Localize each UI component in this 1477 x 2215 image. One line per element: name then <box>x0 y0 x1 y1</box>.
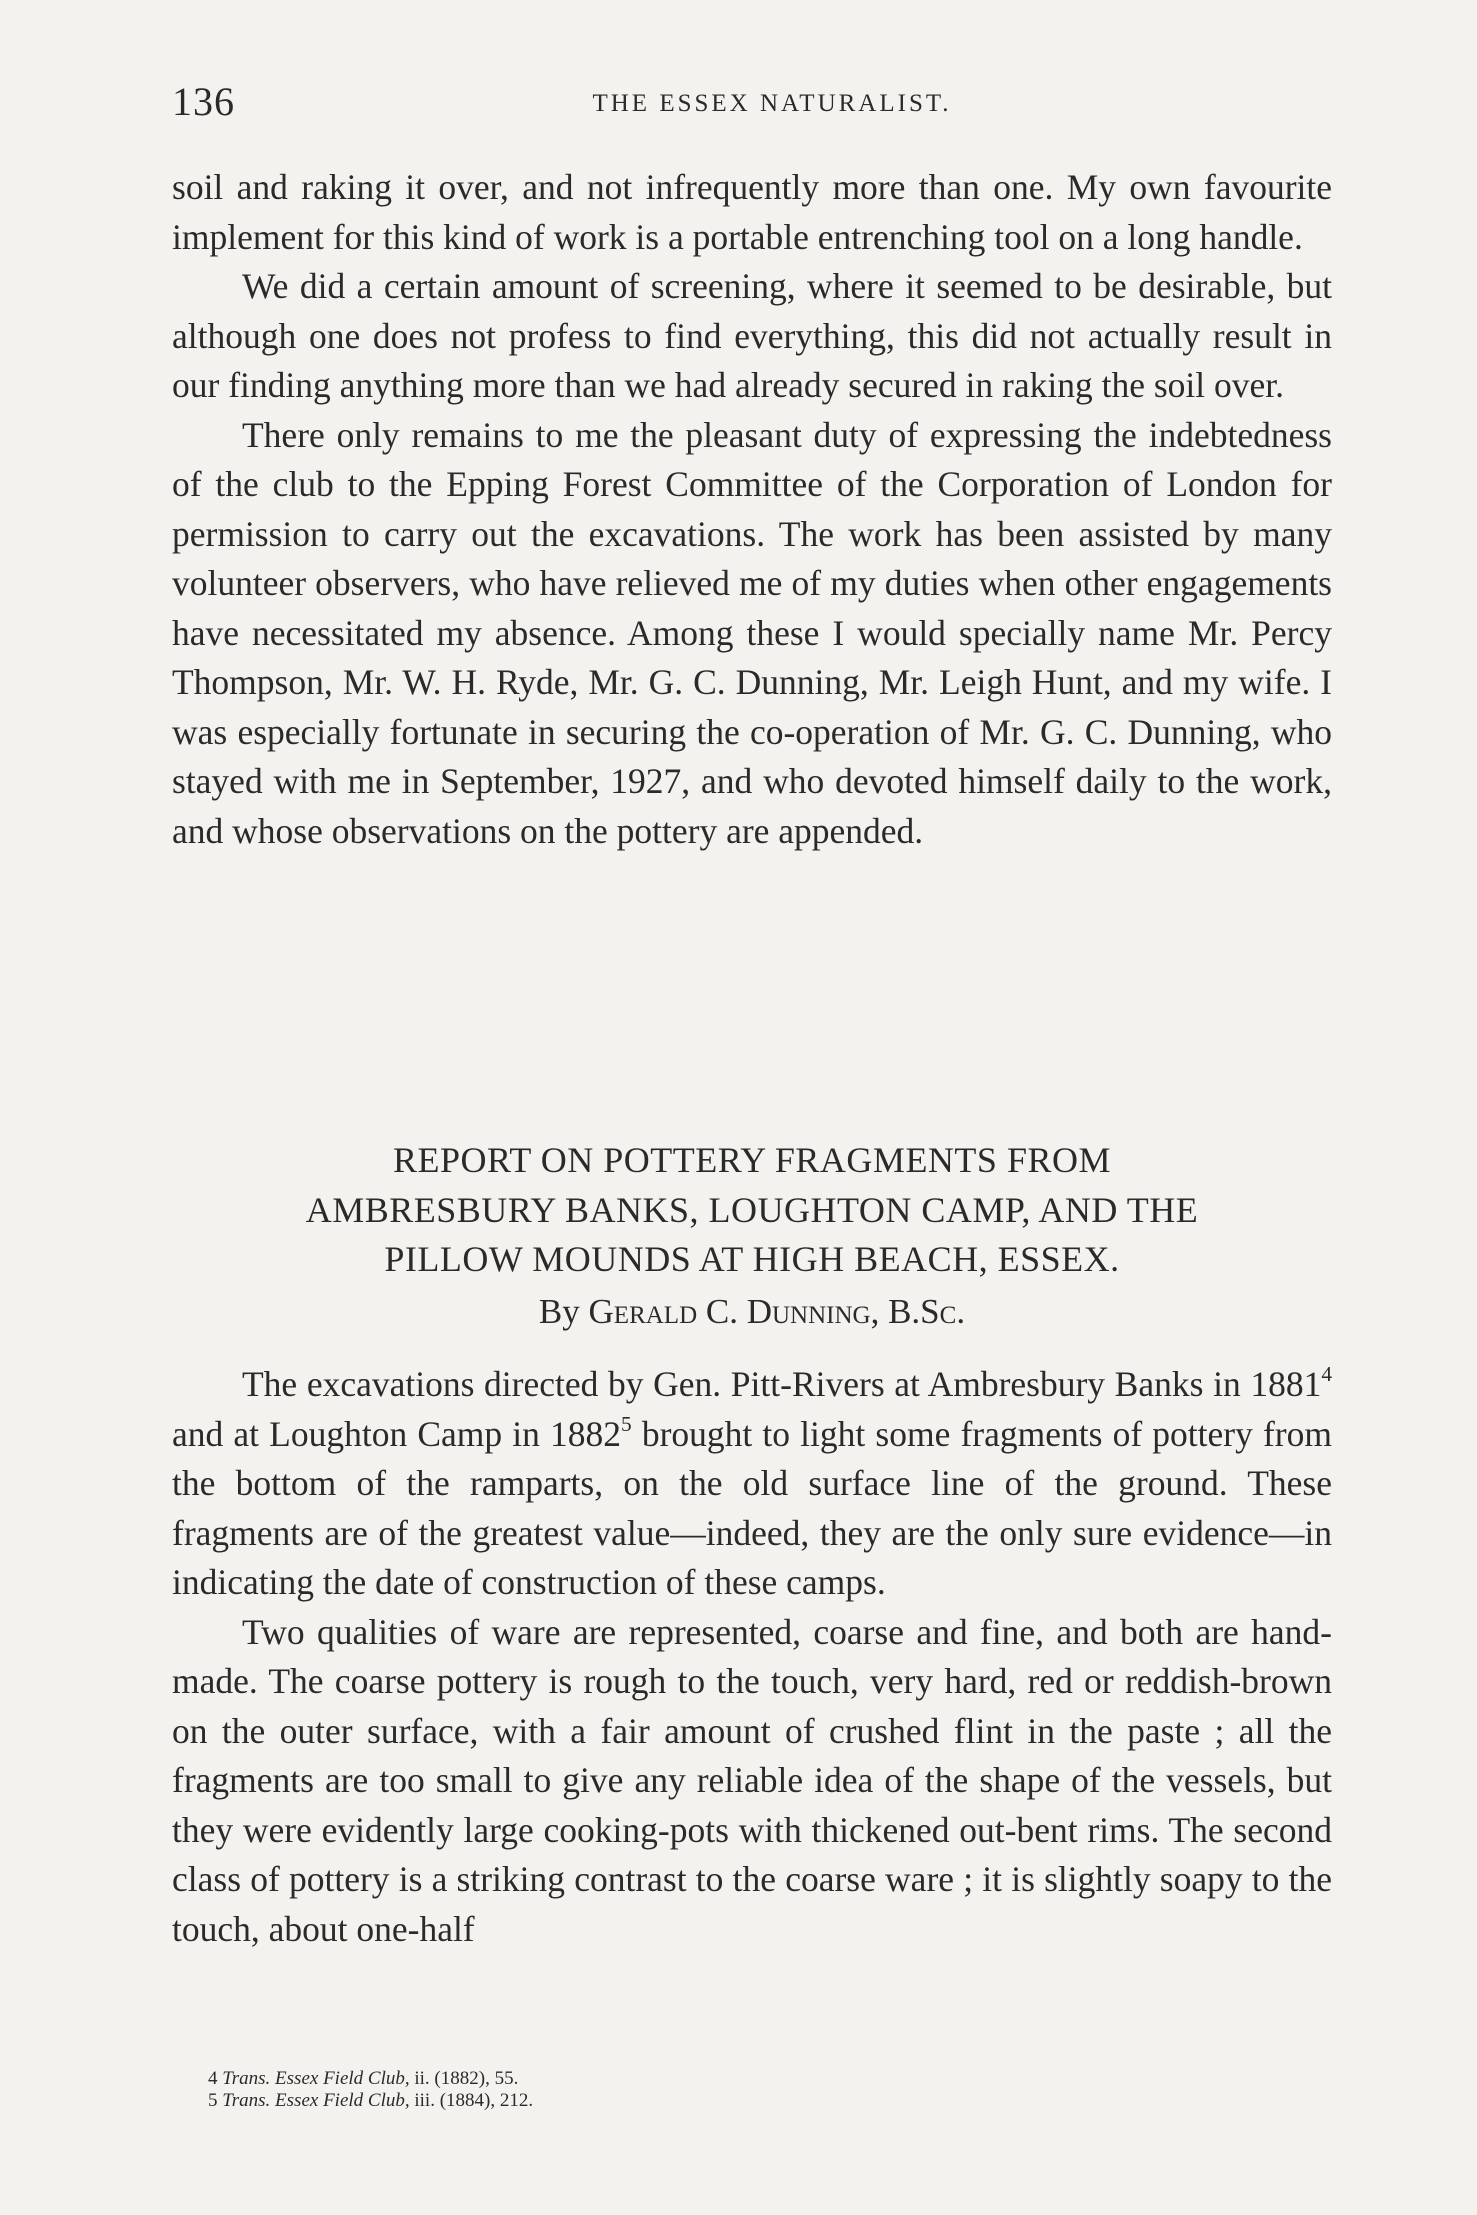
paragraph: We did a certain amount of screening, where it seemed to be desirable, but although one does not profess to find everything, this did not actually result in our finding anything more than we had already secured in raking the soil over. <box>172 266 1332 405</box>
report-title-line: PILLOW MOUNDS AT HIGH BEACH, ESSEX. <box>384 1239 1120 1279</box>
body-text <box>172 163 1332 856</box>
report-title-line: REPORT ON POTTERY FRAGMENTS FROM <box>393 1140 1111 1180</box>
footnote-marker: 4 <box>1321 1362 1332 1387</box>
paragraph: Two qualities of ware are represented, coarse and fine, and both are hand-made. The coarse pottery is rough to the touch, very hard, red or reddish-brown on the outer surface, with a fair amount of crushed flint in the paste ; all the fragments are too small to give any reliable idea of the shape of the vessels, but they were evidently large cooking-pots with thickened out-bent rims. The second class of pottery is a striking contrast to the coarse ware ; it is slightly soapy to the touch, about one-half <box>172 1611 1332 1949</box>
byline-prefix: By <box>538 1292 580 1331</box>
footnote-ref: ii. (1882), 55. <box>409 2068 519 2089</box>
running-head: THE ESSEX NATURALIST. <box>592 90 952 117</box>
footnote <box>208 2090 1208 2112</box>
paragraph-text: and at Loughton Camp in 1882 <box>172 1413 622 1454</box>
report-title-line: AMBRESBURY BANKS, LOUGHTON CAMP, AND THE <box>305 1189 1199 1230</box>
footnote-marker: 5 <box>621 1411 632 1436</box>
footnote-number: 5 <box>208 2090 218 2111</box>
paragraph-text: brought to light some fragments of pottery from the bottom of the ramparts, on the old surface line of the ground. These fragments are of the greatest value—indeed, they are the only sure evidence—in indicating the date of construction of these camps. <box>172 1413 1332 1602</box>
footnote <box>208 2068 1208 2090</box>
paragraph <box>172 1360 1332 1608</box>
paragraph: There only remains to me the pleasant duty of expressing the indebtedness of the club to the Epping Forest Committee of the Corporation of London for permission to carry out the excavations. The work has been assisted by many volunteer observers, who have relieved me of my duties when other engagements have necessitated my absence. Among these I would specially name Mr. Percy Thompson, Mr. W. H. Ryde, Mr. G. C. Dunning, Mr. Leigh Hunt, and my wife. I was especially fortunate in securing the co-operation of Mr. G. C. Dunning, who stayed with me in September, 1927, and who devoted himself daily to the work, and whose observations on the pottery are appended. <box>172 414 1332 851</box>
paragraph-text: The excavations directed by Gen. Pitt-Rivers at Ambresbury Banks in 1881 <box>242 1364 1322 1404</box>
paragraph: soil and raking it over, and not infrequently more than one. My own favourite implement for this kind of work is a portable entrenching tool on a long handle. <box>172 167 1332 257</box>
page-number: 136 <box>172 79 235 124</box>
byline-author: Gerald C. Dunning, B.Sc. <box>588 1292 966 1331</box>
report-title <box>172 1136 1332 1285</box>
byline <box>172 1292 1332 1332</box>
footnote-number: 4 <box>208 2068 218 2089</box>
footnote-source: Trans. Essex Field Club, <box>222 2068 410 2089</box>
page-header <box>172 78 1332 138</box>
footnotes <box>208 2068 1208 2112</box>
footnote-ref: iii. (1884), 212. <box>409 2090 534 2111</box>
report-body-text <box>172 1360 1332 1954</box>
footnote-source: Trans. Essex Field Club, <box>222 2090 410 2111</box>
